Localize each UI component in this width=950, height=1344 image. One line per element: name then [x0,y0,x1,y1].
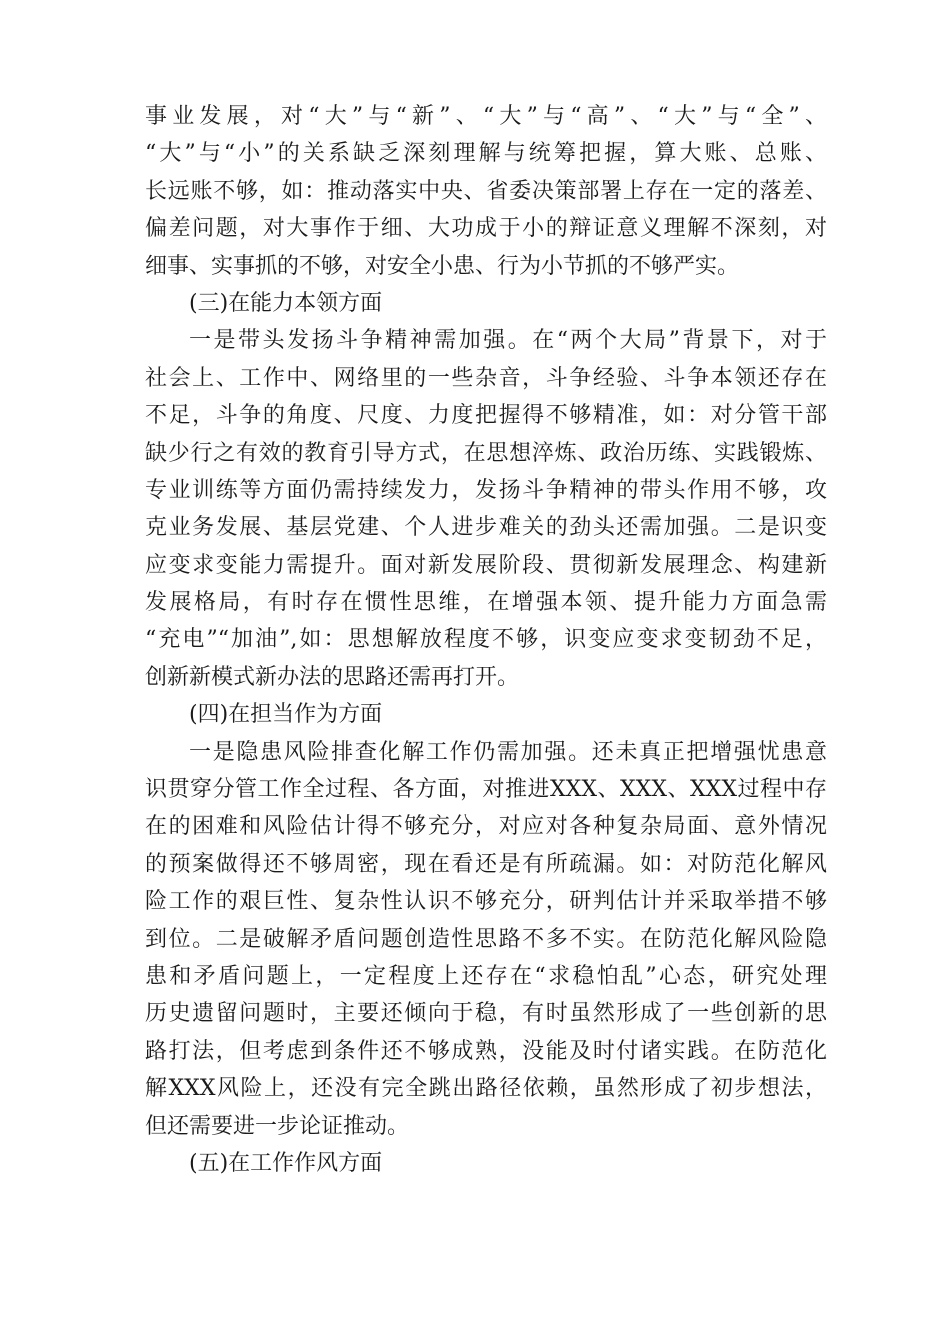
text-line: “充电”“加油”,如：思想解放程度不够，识变应变求变韧劲不足， [145,627,827,653]
document-page [145,98,827,1182]
section-heading-5: (五)在工作作风方面 [189,1150,383,1176]
text-line: 的预案做得还不够周密，现在看还是有所疏漏。如：对防范化解风 [145,851,827,877]
text-line: 但还需要进一步论证推动。 [145,1113,410,1139]
text-line: 事业发展，对“大”与“新”、“大”与“高”、“大”与“全”、 [145,104,827,129]
text-line: “大”与“小”的关系缺乏深刻理解与统筹把握，算大账、总账、 [145,141,827,167]
text-line: 到位。二是破解矛盾问题创造性思路不多不实。在防范化解风险隐 [145,926,827,952]
section-heading-3: (三)在能力本领方面 [189,290,383,316]
text-line: 解XXX风险上，还没有完全跳出路径依赖，虽然形成了初步想法， [145,1076,827,1102]
text-line: 长远账不够，如：推动落实中央、省委决策部署上存在一定的落差、 [145,178,827,204]
text-line: 历史遗留问题时，主要还倾向于稳，有时虽然形成了一些创新的思 [145,1001,827,1027]
text-line: 社会上、工作中、网络里的一些杂音，斗争经验、斗争本领还存在 [145,365,827,391]
text-line: 险工作的艰巨性、复杂性认识不够充分，研判估计并采取举措不够 [145,889,827,915]
text-line: 创新新模式新办法的思路还需再打开。 [145,664,520,690]
text-line: 一是带头发扬斗争精神需加强。在“两个大局”背景下，对于 [189,328,827,354]
text-line: 应变求变能力需提升。面对新发展阶段、贯彻新发展理念、构建新 [145,552,827,578]
text-line: 缺少行之有效的教育引导方式，在思想淬炼、政治历练、实践锻炼、 [145,440,827,466]
text-line: 识贯穿分管工作全过程、各方面，对推进XXX、XXX、XXX过程中存 [145,777,827,803]
text-line: 克业务发展、基层党建、个人进步难关的劲头还需加强。二是识变 [145,515,827,541]
text-line: 患和矛盾问题上，一定程度上还存在“求稳怕乱”心态，研究处理 [145,963,827,989]
text-line: 发展格局，有时存在惯性思维，在增强本领、提升能力方面急需 [145,590,827,616]
text-line: 不足，斗争的角度、尺度、力度把握得不够精准，如：对分管干部 [145,403,827,429]
text-line: 在的困难和风险估计得不够充分，对应对各种复杂局面、意外情况 [145,814,827,840]
text-line: 一是隐患风险排查化解工作仍需加强。还未真正把增强忧患意 [189,739,827,765]
text-line: 路打法，但考虑到条件还不够成熟，没能及时付诸实践。在防范化 [145,1038,827,1064]
text-line: 偏差问题，对大事作于细、大功成于小的辩证意义理解不深刻，对 [145,216,827,242]
text-line: 细事、实事抓的不够，对安全小患、行为小节抓的不够严实。 [145,253,740,279]
section-heading-4: (四)在担当作为方面 [189,702,383,728]
text-line: 专业训练等方面仍需持续发力，发扬斗争精神的带头作用不够，攻 [145,477,827,503]
